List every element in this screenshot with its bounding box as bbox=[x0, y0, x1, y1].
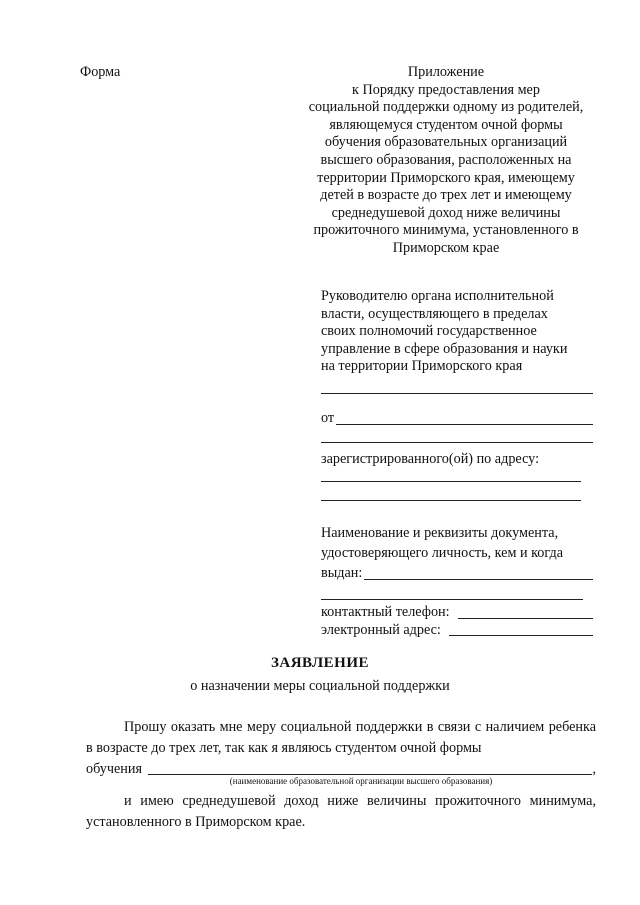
addressee-line: власти, осуществляющего в пределах bbox=[321, 305, 548, 322]
registered-label: зарегистрированного(ой) по адресу: bbox=[321, 450, 540, 467]
id-document-line: Наименование и реквизиты документа, bbox=[321, 525, 559, 542]
email-field[interactable] bbox=[449, 622, 593, 636]
issued-label: выдан: bbox=[321, 565, 363, 582]
from-field-line-2[interactable] bbox=[321, 442, 593, 443]
addressee-line: Руководителю органа исполнительной bbox=[321, 288, 554, 304]
addressee-line: управление в сфере образования и науки bbox=[321, 340, 568, 357]
statement-title: ЗАЯВЛЕНИЕ bbox=[270, 655, 370, 671]
statement-body bbox=[86, 717, 596, 833]
annex-line: обучения образовательных организаций bbox=[324, 134, 568, 151]
annex-line: территории Приморского края, имеющему bbox=[317, 169, 575, 186]
annex-line: являющемуся студентом очной формы bbox=[329, 116, 563, 133]
form-label: Форма bbox=[80, 64, 121, 80]
email-label: электронный адрес: bbox=[321, 621, 441, 638]
addressee-line: на территории Приморского края bbox=[321, 358, 523, 375]
annex-line: Приложение bbox=[407, 64, 485, 80]
id-document-lines bbox=[321, 523, 593, 563]
addressee-lines bbox=[321, 288, 593, 376]
from-row bbox=[321, 410, 593, 428]
phone-field[interactable] bbox=[458, 605, 593, 619]
address-field-line-2[interactable] bbox=[321, 500, 581, 501]
issued-field-line-2[interactable] bbox=[321, 599, 583, 600]
phone-label: контактный телефон: bbox=[321, 604, 450, 621]
addressee-block bbox=[321, 288, 593, 639]
from-field[interactable] bbox=[336, 411, 593, 425]
annex-line: прожиточного минимума, установленного в bbox=[313, 222, 579, 239]
study-label: обучения bbox=[86, 761, 143, 777]
annex-line: детей в возрасте до трех лет и имеющему bbox=[320, 187, 572, 204]
email-row bbox=[321, 622, 593, 640]
institution-field[interactable] bbox=[148, 761, 592, 775]
annex-line: среднедушевой доход ниже величины bbox=[331, 204, 561, 221]
study-comma: , bbox=[592, 761, 596, 777]
issued-row bbox=[321, 563, 593, 583]
addressee-line: своих полномочий государственное bbox=[321, 323, 537, 340]
request-paragraph: Прошу оказать мне меру социальной поддержки в связи с наличием ребенка в возрасте до трех лет, так как я являюсь студентом очной формы bbox=[86, 719, 596, 756]
address-field-line-1[interactable] bbox=[321, 481, 581, 482]
income-paragraph: и имею среднедушевой доход ниже величины прожиточного минимума, установленного в Приморском крае. bbox=[86, 793, 596, 830]
annex-line: к Порядку предоставления мер bbox=[352, 81, 540, 98]
annex-line: высшего образования, расположенных на bbox=[320, 151, 572, 168]
annex-block bbox=[290, 64, 602, 258]
addressee-blank-line[interactable] bbox=[321, 393, 593, 394]
annex-line: Приморском крае bbox=[392, 239, 500, 256]
phone-row bbox=[321, 604, 593, 622]
issued-field[interactable] bbox=[364, 566, 593, 580]
annex-line: социальной поддержки одному из родителей, bbox=[308, 99, 584, 116]
from-label: от bbox=[321, 409, 335, 426]
institution-hint: (наименование образовательной организации высшего образования) bbox=[229, 776, 493, 786]
id-document-line: удостоверяющего личность, кем и когда bbox=[321, 545, 564, 562]
statement-subtitle: о назначении меры социальной поддержки bbox=[190, 678, 450, 694]
